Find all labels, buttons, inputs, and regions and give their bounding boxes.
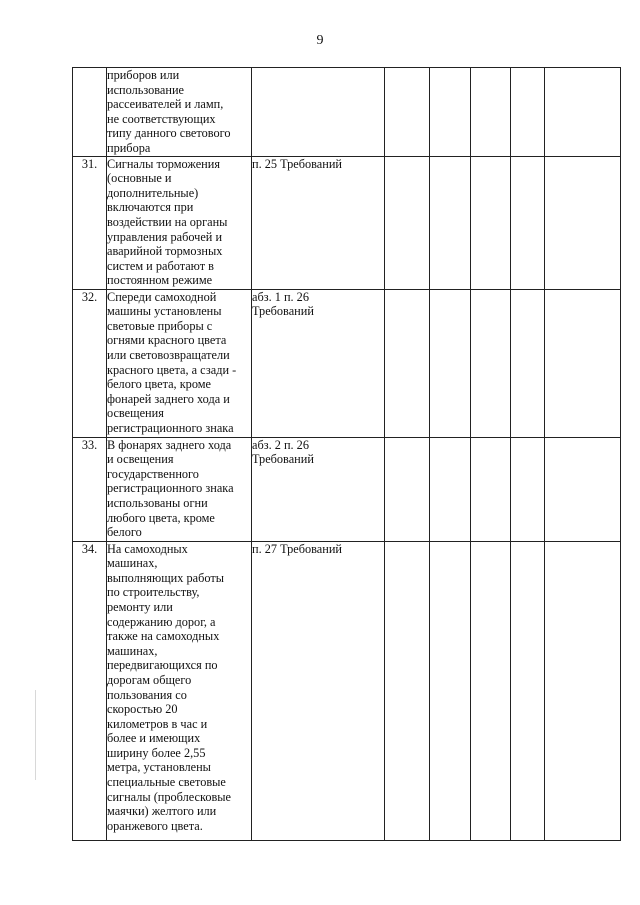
row-number: 32. xyxy=(81,289,98,304)
answer-cell-no[interactable] xyxy=(430,541,471,840)
requirement-text: В фонарях заднего хода и освещения государственного регистрационного знака использованы огни любого цвета, кроме белого xyxy=(107,437,234,540)
reference-cell xyxy=(252,289,385,437)
answer-cell-na[interactable] xyxy=(471,541,511,840)
scan-margin-mark xyxy=(35,690,36,780)
reference-text: абз. 1 п. 26 Требований xyxy=(252,289,314,319)
table-row xyxy=(73,437,621,541)
answer-cell-extra[interactable] xyxy=(511,68,545,157)
requirement-cell xyxy=(107,68,252,157)
answer-cell-no[interactable] xyxy=(430,289,471,437)
note-cell[interactable] xyxy=(545,289,621,437)
answer-cell-na[interactable] xyxy=(471,68,511,157)
reference-cell xyxy=(252,156,385,289)
row-number: 31. xyxy=(81,156,98,171)
requirement-text: На самоходных машинах, выполняющих работы по строительству, ремонту или содержанию дорог, а также на самоходных машинах, передвигающихся по дорогам общего пользования со скоростью 20 километров в час и более и имеющих ширину более 2,55 метра, установлены специальные световые сигналы (проблесковые маячки) желтого или оранжевого цвета. xyxy=(107,541,232,833)
answer-cell-na[interactable] xyxy=(471,437,511,541)
answer-cell-yes[interactable] xyxy=(385,68,430,157)
row-number: 34. xyxy=(81,541,98,556)
requirements-table xyxy=(72,67,621,841)
answer-cell-yes[interactable] xyxy=(385,156,430,289)
reference-text: п. 25 Требований xyxy=(252,156,342,171)
requirement-cell xyxy=(107,156,252,289)
answer-cell-no[interactable] xyxy=(430,437,471,541)
row-number-cell xyxy=(73,437,107,541)
answer-cell-na[interactable] xyxy=(471,156,511,289)
note-cell[interactable] xyxy=(545,541,621,840)
answer-cell-extra[interactable] xyxy=(511,541,545,840)
answer-cell-extra[interactable] xyxy=(511,289,545,437)
requirement-text: Сигналы торможения (основные и дополнительные) включаются при воздействии на органы управления рабочей и аварийной тормозных систем и работают в постоянном режиме xyxy=(107,156,228,288)
row-number-cell xyxy=(73,68,107,157)
row-number-cell xyxy=(73,156,107,289)
requirement-cell xyxy=(107,437,252,541)
requirement-cell xyxy=(107,289,252,437)
answer-cell-no[interactable] xyxy=(430,156,471,289)
note-cell[interactable] xyxy=(545,68,621,157)
answer-cell-extra[interactable] xyxy=(511,156,545,289)
answer-cell-yes[interactable] xyxy=(385,541,430,840)
requirement-text: приборов или использование рассеивателей и ламп, не соответствующих типу данного светового прибора xyxy=(107,68,231,155)
answer-cell-na[interactable] xyxy=(471,289,511,437)
reference-cell xyxy=(252,541,385,840)
row-number-cell xyxy=(73,541,107,840)
requirement-cell xyxy=(107,541,252,840)
table-row xyxy=(73,68,621,157)
answer-cell-extra[interactable] xyxy=(511,437,545,541)
answer-cell-no[interactable] xyxy=(430,68,471,157)
answer-cell-yes[interactable] xyxy=(385,437,430,541)
reference-text: абз. 2 п. 26 Требований xyxy=(252,437,314,467)
table-row xyxy=(73,289,621,437)
note-cell[interactable] xyxy=(545,437,621,541)
answer-cell-yes[interactable] xyxy=(385,289,430,437)
reference-text: п. 27 Требований xyxy=(252,541,342,556)
note-cell[interactable] xyxy=(545,156,621,289)
table-row xyxy=(73,156,621,289)
page-number: 9 xyxy=(316,33,324,48)
reference-cell xyxy=(252,437,385,541)
table-row xyxy=(73,541,621,840)
row-number-cell xyxy=(73,289,107,437)
requirement-text: Спереди самоходной машины установлены световые приборы с огнями красного цвета или световозвращатели красного цвета, а сзади - белого цвета, кроме фонарей заднего хода и освещения регистрационного знака xyxy=(107,289,237,435)
row-number: 33. xyxy=(81,437,98,452)
reference-cell xyxy=(252,68,385,157)
